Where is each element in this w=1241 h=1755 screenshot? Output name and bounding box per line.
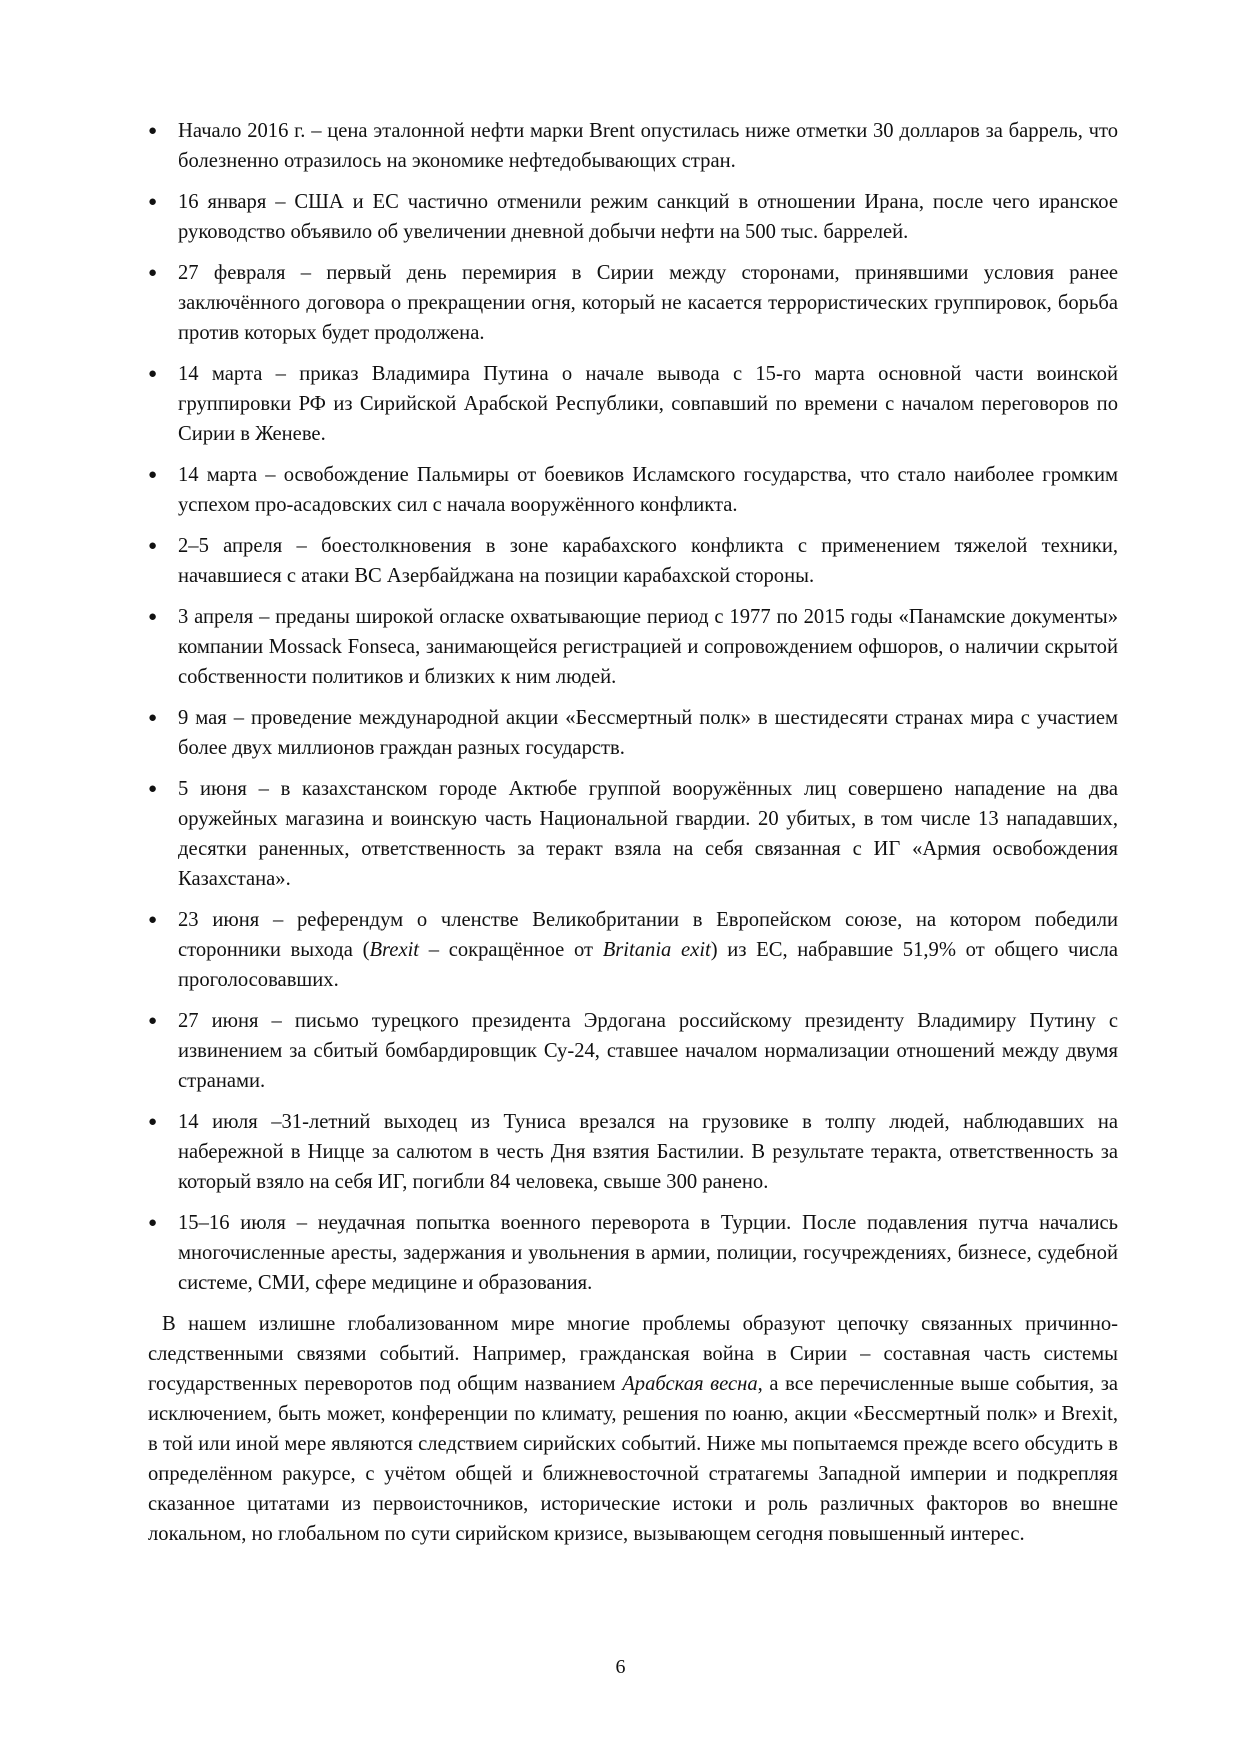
body-paragraph: [148, 1309, 1118, 1549]
list-item: [148, 1107, 1118, 1197]
event-text: [178, 1010, 1118, 1092]
event-text: [178, 1212, 1118, 1294]
bullet-icon: ●: [148, 912, 158, 928]
list-item: [148, 116, 1118, 176]
list-item: [148, 1006, 1118, 1096]
list-item: [148, 1208, 1118, 1298]
event-text: [178, 778, 1118, 890]
page-number: 6: [615, 1656, 626, 1678]
event-text: [178, 535, 1118, 587]
bullet-icon: ●: [148, 1215, 158, 1231]
event-text: [178, 262, 1118, 344]
text-run: 2–5 апреля – боестолкновения в зоне карабахского конфликта с применением тяжелой техники, начавшиеся с атаки ВС Азербайджана на позиции карабахской стороны.: [178, 535, 1118, 587]
text-run: 5 июня – в казахстанском городе Актюбе группой вооружённых лиц совершено нападение на два оружейных магазина и воинскую часть Национальной гвардии. 20 убитых, в том числе 13 нападавших, десятки раненных, ответственность за теракт взяла на себя связанная с ИГ «Армия освобождения Казахстана».: [178, 778, 1118, 890]
bullet-icon: ●: [148, 781, 158, 797]
text-run: ) из ЕС, набравшие 51,9% от общего числа проголосовавших.: [178, 939, 1118, 991]
list-item: [148, 905, 1118, 995]
italic-text: Арабская весна: [622, 1373, 758, 1395]
event-text: [178, 707, 1118, 759]
bullet-icon: ●: [148, 467, 158, 483]
event-text: [178, 120, 1118, 172]
text-run: В нашем излишне глобализованном мире многие проблемы образуют цепочку связанных причинно-следственными связями событий. Например, гражданская война в Сирии – составная часть системы государственных переворотов под общим названием: [148, 1313, 1118, 1395]
text-run: , а все перечисленные выше события, за исключением, быть может, конференции по климату, решения по юаню, акции «Бессмертный полк» и Brexit, в той или иной мере являются следствием сирийских событий. Ниже мы попытаемся прежде всего обсудить в определённом ракурсе, с учётом общей и ближневосточной стратагемы Западной империи и подкрепляя сказанное цитатами из первоисточников, исторические истоки и роль различных факторов во внешне локальном, но глобальном по сути сирийском кризисе, вызывающем сегодня повышенный интерес.: [148, 1373, 1119, 1545]
text-run: 3 апреля – преданы широкой огласке охватывающие период с 1977 по 2015 годы «Панамские документы» компании Mossack Fonseca, занимающейся регистрацией и сопровождением офшоров, о наличии скрытой собственности политиков и близких к ним людей.: [178, 606, 1118, 688]
event-text: [178, 464, 1118, 516]
text-run: 27 февраля – первый день перемирия в Сирии между сторонами, принявшими условия ранее заключённого договора о прекращении огня, который не касается террористических группировок, борьба против которых будет продолжена.: [178, 262, 1118, 344]
text-run: 23 июня – референдум о членстве Великобритании в Европейском союзе, на котором победили сторонники выхода (: [178, 909, 1118, 961]
text-run: 27 июня – письмо турецкого президента Эрдогана российскому президенту Владимиру Путину с извинением за сбитый бомбардировщик Су-24, ставшее началом нормализации отношений между двумя странами.: [178, 1010, 1118, 1092]
bullet-icon: ●: [148, 123, 158, 139]
event-text: [178, 606, 1118, 688]
list-item: [148, 602, 1118, 692]
bullet-icon: ●: [148, 1013, 158, 1029]
text-run: 14 марта – приказ Владимира Путина о начале вывода с 15-го марта основной части воинской группировки РФ из Сирийской Арабской Республики, совпавший по времени с началом переговоров по Сирии в Женеве.: [178, 363, 1118, 445]
bullet-icon: ●: [148, 1114, 158, 1130]
bullet-icon: ●: [148, 366, 158, 382]
text-run: 14 июля –31-летний выходец из Туниса врезался на грузовике в толпу людей, наблюдавших на набережной в Ницце за салютом в честь Дня взятия Бастилии. В результате теракта, ответственность за который взяло на себя ИГ, погибли 84 человека, свыше 300 ранено.: [178, 1111, 1118, 1193]
text-run: – сокращённое от: [419, 939, 603, 961]
events-list: [148, 116, 1118, 1298]
document-page: [148, 116, 1118, 1549]
bullet-icon: ●: [148, 538, 158, 554]
text-run: 16 января – США и ЕС частично отменили режим санкций в отношении Ирана, после чего иранское руководство объявило об увеличении дневной добычи нефти на 500 тыс. баррелей.: [178, 191, 1118, 243]
italic-text: Britania exit: [602, 939, 711, 961]
event-text: [178, 191, 1118, 243]
event-text: [178, 363, 1118, 445]
bullet-icon: ●: [148, 710, 158, 726]
list-item: [148, 258, 1118, 348]
event-text: [178, 909, 1118, 991]
list-item: [148, 187, 1118, 247]
list-item: [148, 359, 1118, 449]
bullet-icon: ●: [148, 609, 158, 625]
list-item: [148, 774, 1118, 894]
list-item: [148, 460, 1118, 520]
text-run: Начало 2016 г. – цена эталонной нефти марки Brent опустилась ниже отметки 30 долларов за баррель, что болезненно отразилось на экономике нефтедобывающих стран.: [178, 120, 1118, 172]
event-text: [178, 1111, 1118, 1193]
text-run: 9 мая – проведение международной акции «Бессмертный полк» в шестидесяти странах мира с участием более двух миллионов граждан разных государств.: [178, 707, 1118, 759]
list-item: [148, 531, 1118, 591]
bullet-icon: ●: [148, 194, 158, 210]
bullet-icon: ●: [148, 265, 158, 281]
text-run: 14 марта – освобождение Пальмиры от боевиков Исламского государства, что стало наиболее громким успехом про-асадовских сил с начала вооружённого конфликта.: [178, 464, 1118, 516]
italic-text: Brexit: [369, 939, 420, 961]
list-item: [148, 703, 1118, 763]
text-run: 15–16 июля – неудачная попытка военного переворота в Турции. После подавления путча начались многочисленные аресты, задержания и увольнения в армии, полиции, госучреждениях, бизнесе, судебной системе, СМИ, сфере медицине и образования.: [178, 1212, 1118, 1294]
